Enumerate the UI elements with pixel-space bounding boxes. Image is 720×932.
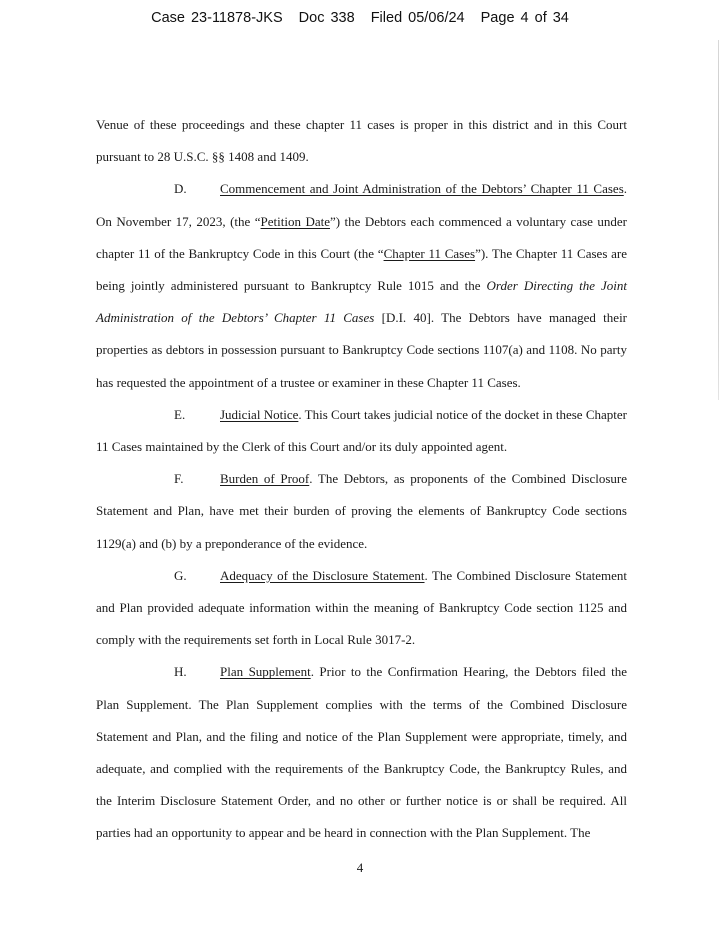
section-g-paragraph: [96, 560, 627, 657]
section-f-letter: F.: [174, 471, 184, 487]
section-d-text-3: ”). The Chapter 11 Cases are being jointly administered pursuant to Bankruptcy Rule 1015 and the: [96, 245, 628, 294]
section-g-text: . The Combined Disclosure Statement and Plan provided adequate information within the meaning of Bankruptcy Code section 1125 and comply with the requirements set forth in Local Rule 3017-2.: [96, 567, 628, 648]
joint-administration-order-title: Order Directing the Joint Administration of the Debtors’ Chapter 11 Cases: [96, 278, 628, 326]
section-h-text: . Prior to the Confirmation Hearing, the Debtors filed the Plan Supplement. The Plan Supplement complies with the terms of the Combined Disclosure Statement and Plan, and the filing and notice of the Plan Supplement were appropriate, timely, and adequate, and complied with the requirements of the Bankruptcy Code, the Bankruptcy Rules, and the Interim Disclosure Statement Order, and no other or further notice is or shall be required. All parties had an opportunity to appear and be heard in connection with the Plan Supplement. The: [96, 664, 628, 841]
section-d-text-2: ”) the Debtors each commenced a voluntary case under chapter 11 of the Bankruptcy Code in this Court (the “: [96, 213, 627, 261]
section-e-paragraph: [96, 399, 627, 463]
chapter-11-cases-term: Chapter 11 Cases: [383, 245, 476, 261]
section-g-letter: G.: [174, 567, 187, 583]
case-number: Case 23-11878-JKS: [151, 10, 283, 26]
case-header: [0, 10, 720, 26]
section-h-heading: Plan Supplement: [220, 664, 311, 680]
section-f-paragraph: [96, 463, 627, 560]
section-e-letter: E.: [174, 406, 186, 422]
section-h-paragraph: [96, 656, 627, 849]
scan-edge-line: [718, 40, 719, 400]
section-f-text: . The Debtors, as proponents of the Combined Disclosure Statement and Plan, have met their burden of proving the elements of Bankruptcy Code sections 1129(a) and (b) by a preponderance of the evidence.: [96, 471, 627, 551]
section-f-heading: Burden of Proof: [220, 471, 310, 487]
section-e-text: . This Court takes judicial notice of the docket in these Chapter 11 Cases maintained by the Clerk of this Court and/or its duly appointed agent.: [96, 406, 627, 455]
page-indicator: Page 4 of 34: [480, 10, 569, 26]
document-body: [96, 109, 627, 850]
petition-date-term: Petition Date: [260, 213, 330, 229]
docket-number: Doc 338: [298, 10, 355, 26]
section-h-letter: H.: [174, 664, 187, 680]
section-d-letter: D.: [174, 181, 187, 197]
section-d-text-4: [D.I. 40]. The Debtors have managed their properties as debtors in possession pursuant to Bankruptcy Code sections 1107(a) and 1108. No party has requested the appointment of a trustee or examiner in these Chapter 11 Cases.: [96, 310, 628, 390]
section-d-paragraph: [96, 173, 627, 398]
page-number: 4: [356, 860, 364, 875]
section-g-heading: Adequacy of the Disclosure Statement: [220, 567, 425, 583]
venue-paragraph: Venue of these proceedings and these chapter 11 cases is proper in this district and in this Court pursuant to 28 U.S.C. §§ 1408 and 1409.: [96, 117, 627, 165]
section-e-heading: Judicial Notice: [220, 406, 299, 422]
filed-date: Filed 05/06/24: [370, 10, 465, 26]
section-d-heading: Commencement and Joint Administration of the Debtors’ Chapter 11 Cases: [220, 181, 624, 197]
section-d-text-1: . On November 17, 2023, (the “: [96, 181, 627, 229]
